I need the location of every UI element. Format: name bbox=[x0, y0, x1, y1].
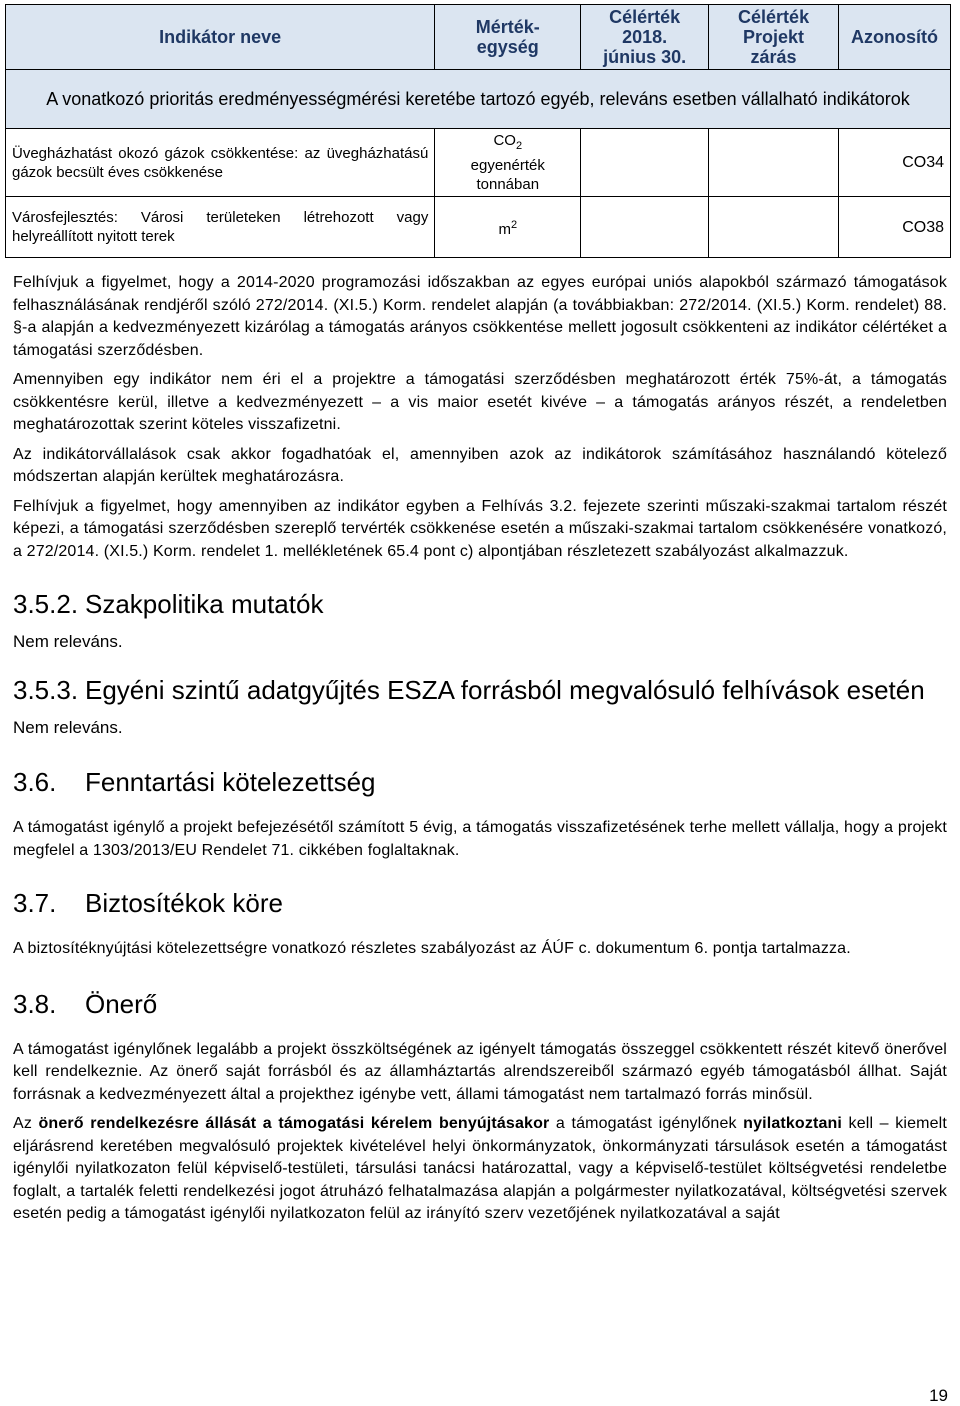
table-row bbox=[6, 129, 951, 197]
header-target-closing: Célérték Projekt zárás bbox=[709, 5, 839, 70]
band-text: A vonatkozó prioritás eredményességmérési keretébe tartozó egyéb, releváns esetben vállalható indikátorok bbox=[6, 70, 951, 129]
row-indicator-name: Városfejlesztés: Városi területeken létrehozott vagy helyreállított nyitott terek bbox=[6, 197, 435, 258]
heading-title: Önerő bbox=[85, 988, 158, 1019]
bold-run: nyilatkoztani bbox=[743, 1115, 843, 1132]
heading-number: 3.5.2. bbox=[13, 589, 79, 619]
paragraph-technical-content: Felhívjuk a figyelmet, hogy amennyiben az indikátor egyben a Felhívás 3.2. fejezete szerinti műszaki-szakmai tartalom részét képezi, a támogatási szerződésben szereplő tervérték csökkenése esetén a műszaki-szakmai tartalom csökkenésére vonatkozó, a 272/2014. (XI.5.) Korm. rendelet 1. mellékletének 65.4 pont c) alpontjában részletezett szabályozást alkalmazzuk. bbox=[13, 497, 947, 560]
section-text: A támogatást igénylő a projekt befejezésétől számított 5 évig, a támogatás visszafizetésének terhe mellett vállalja, hogy a projekt megfelel a 1303/2013/EU Rendelet 71. cikkében foglaltaknak. bbox=[13, 819, 947, 859]
section-text-own-resource bbox=[13, 1113, 947, 1226]
row-indicator-name: Üvegházhatást okozó gázok csökkentése: az üvegházhatású gázok becsült éves csökkenése bbox=[6, 129, 435, 197]
text-run: kell – kiemelt eljárásrend keretében megvalósuló projektek kivételével helyi önkormányzatok, önkormányzati társulások esetén a támogatást igénylői nyilatkozaton felül képviselő-testületi, társulási tanácsi határozattal, vagy a képviselő-testület költségvetési rendeletbe foglalt, a tartalék feletti rendelkezési jogot átruházó felhatalmazása alapján a polgármester nyilatkozatával, költségvetési szervek esetén pedig a támogatást igénylői nyilatkozaton felül az irányító szerv vezetőjének nyilatkozatával a saját bbox=[13, 1115, 947, 1222]
heading-title: Biztosítékok köre bbox=[85, 888, 283, 918]
row-unit: $CO_2$ egyenérték tonnában bbox=[435, 129, 581, 197]
table-band-row bbox=[6, 70, 951, 129]
indicator-table bbox=[5, 4, 951, 258]
heading-3-8 bbox=[13, 989, 947, 1019]
header-unit: Mérték- egység bbox=[435, 5, 581, 70]
text-run: a támogatást igénylőnek bbox=[549, 1115, 744, 1132]
paragraph-75-percent: Amennyiben egy indikátor nem éri el a projektre a támogatási szerződésben meghatározott érték 75%-át, a támogatás csökkentésre kerül, illetve a kedvezményezett – a vis maior esetét kivéve – a támogatás arányos részét, a rendeletben meghatározottak szerint köteles visszafizetni. bbox=[13, 371, 947, 433]
heading-3-5-3 bbox=[13, 675, 947, 705]
page-number: 19 bbox=[929, 1386, 948, 1405]
row-target-closing bbox=[709, 129, 839, 197]
table-header-row bbox=[6, 5, 951, 70]
section-text: A biztosítéknyújtási kötelezettségre vonatkozó részletes szabályozást az ÁÚF c. dokumentum 6. pontja tartalmazza. bbox=[13, 940, 851, 957]
heading-3-7 bbox=[13, 888, 947, 918]
heading-3-6 bbox=[13, 767, 947, 797]
section-text: A támogatást igénylőnek legalább a projekt összköltségének az igényelt támogatás összeggel csökkentett részét kitevő önerővel kell rendelkeznie. Az önerő saját forrásból és az államháztartás alrendszereiből származó egyéb támogatásból állhat. Saját forrásnak a kedvezményezett által a projekthez igénybe vett, állami támogatást nem tartalmazó forrás minősül. bbox=[13, 1040, 947, 1103]
heading-number: 3.8. bbox=[13, 988, 57, 1019]
paragraph-methodology: Az indikátorvállalások csak akkor fogadhatóak el, amennyiben azok az indikátorok számításához használandó kötelező módszertan alapján kerültek meghatározásra. bbox=[13, 445, 947, 485]
heading-3-5-2 bbox=[13, 589, 947, 619]
section-text: Nem releváns. bbox=[13, 718, 123, 737]
row-id: CO38 bbox=[839, 197, 951, 258]
text-run: Az bbox=[13, 1115, 39, 1132]
row-id: CO34 bbox=[839, 129, 951, 197]
header-target-2018: Célérték 2018. június 30. bbox=[581, 5, 709, 70]
heading-title: Szakpolitika mutatók bbox=[85, 589, 324, 619]
row-target-2018 bbox=[581, 129, 709, 197]
bold-run: önerő rendelkezésre állását a támogatási kérelem benyújtásakor bbox=[38, 1115, 550, 1132]
header-id: Azonosító bbox=[839, 5, 951, 70]
document-page bbox=[13, 0, 947, 1226]
section-text: Nem releváns. bbox=[13, 632, 123, 651]
table-row bbox=[6, 197, 951, 258]
heading-number: 3.5.3. bbox=[13, 675, 79, 705]
row-target-closing bbox=[709, 197, 839, 258]
paragraph-reduction-rule: Felhívjuk a figyelmet, hogy a 2014-2020 programozási időszakban az egyes európai uniós alapokból származó támogatások felhasználásának rendjéről szóló 272/2014. (XI.5.) Korm. rendelet alapján (a továbbiakban: 272/2014. (XI.5.) Korm. rendelet) 88. §-a alapján a kedvezményezett kizárólag a támogatás arányos csökkentése mellett jogosult csökkenteni az indikátor célértéket a támogatási szerződésben. bbox=[13, 274, 947, 359]
heading-number: 3.7. bbox=[13, 888, 57, 918]
heading-title: Egyéni szintű adatgyűjtés ESZA forrásból megvalósuló felhívások esetén bbox=[85, 675, 925, 705]
heading-number: 3.6. bbox=[13, 767, 57, 797]
row-target-2018 bbox=[581, 197, 709, 258]
header-indicator-name: Indikátor neve bbox=[6, 5, 435, 70]
row-unit: $m^2$ bbox=[435, 197, 581, 258]
heading-title: Fenntartási kötelezettség bbox=[85, 767, 376, 797]
